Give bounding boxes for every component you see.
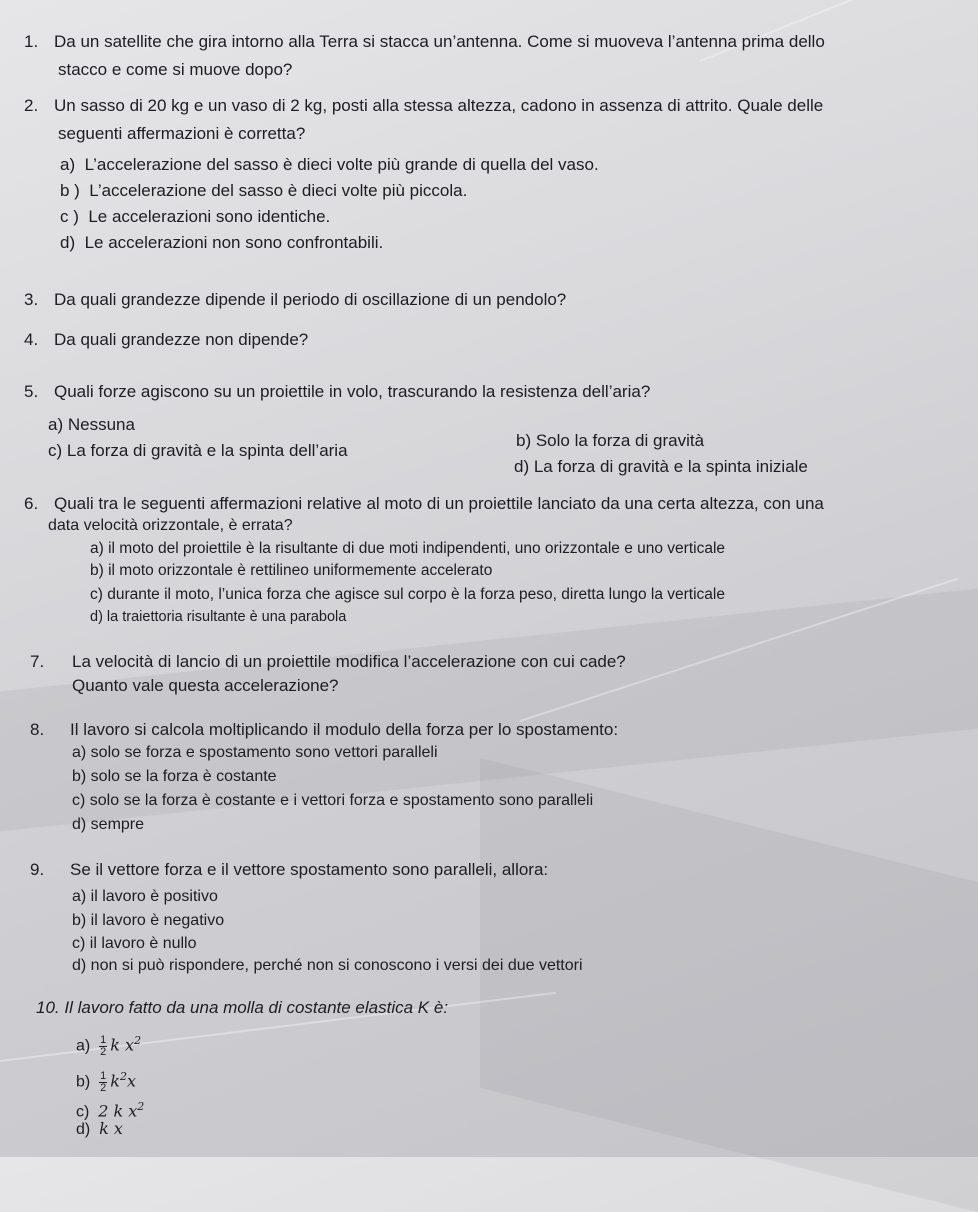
option-text: Le accelerazioni non sono confrontabili.	[84, 233, 384, 252]
question-8	[30, 718, 618, 742]
question-text: Da un satellite che gira intorno alla Terra si stacca un’antenna. Come si muoveva l’antenna prima dello	[54, 32, 825, 51]
question-4	[24, 328, 308, 352]
option-c: c) durante il moto, l’unica forza che agisce sul corpo è la forza peso, diretta lungo la verticale	[90, 586, 725, 603]
question-10	[36, 996, 448, 1020]
question-text: Il lavoro fatto da una molla di costante elastica K è:	[64, 998, 449, 1017]
option-b	[60, 180, 467, 202]
option-letter: b )	[60, 181, 80, 200]
question-6	[24, 492, 824, 516]
option-c	[60, 206, 330, 228]
question-1-cont	[58, 58, 292, 82]
option-letter: b)	[76, 1073, 91, 1091]
fraction-numerator: 1	[100, 1069, 107, 1082]
option-a: a) il lavoro è positivo	[72, 888, 218, 905]
question-3	[24, 288, 566, 312]
question-2	[24, 94, 823, 118]
question-number: 9.	[30, 860, 45, 879]
option-c: c) solo se la forza è costante e i vettori forza e spostamento sono paralleli	[72, 792, 594, 809]
question-number: 4.	[24, 330, 39, 349]
question-text: Il lavoro si calcola moltiplicando il modulo della forza per lo spostamento:	[70, 720, 619, 739]
option-b: b) il lavoro è negativo	[72, 912, 225, 929]
question-text: Quali tra le seguenti affermazioni relative al moto di un proiettile lanciato da una certa altezza, con una	[54, 494, 824, 513]
question-number: 10.	[36, 998, 60, 1017]
question-2-cont	[58, 122, 305, 146]
question-5	[24, 380, 650, 404]
question-number: 5.	[24, 382, 39, 401]
exponent: 2	[137, 1100, 145, 1113]
option-c: c) La forza di gravità e la spinta dell’aria	[48, 441, 348, 460]
option-a: a) Nessuna	[48, 415, 135, 434]
question-9	[30, 858, 548, 882]
option-d	[60, 232, 383, 254]
fraction-denominator: 2	[100, 1081, 107, 1094]
option-a: a) il moto del proiettile è la risultante di due moti indipendenti, uno orizzontale e uno verticale	[90, 540, 726, 557]
option-d: d) sempre	[72, 816, 145, 833]
question-text: stacco e come si muove dopo?	[58, 60, 293, 79]
question-text: Da quali grandezze dipende il periodo di oscillazione di un pendolo?	[54, 290, 567, 309]
formula: 2 k x	[98, 1101, 138, 1121]
option-b	[76, 1066, 136, 1094]
question-text: data velocità orizzontale, è errata?	[48, 517, 293, 534]
option-a: a) solo se forza e spostamento sono vettori paralleli	[72, 744, 438, 761]
fraction-numerator: 1	[100, 1033, 107, 1046]
question-number: 8.	[30, 720, 45, 739]
question-number: 7.	[30, 652, 45, 671]
option-letter: a)	[60, 155, 76, 174]
question-6-cont	[48, 514, 293, 538]
option-b: b) Solo la forza di gravità	[516, 431, 705, 450]
fraction	[99, 1035, 107, 1058]
option-d: d) La forza di gravità e la spinta iniziale	[514, 457, 808, 476]
option-letter: d)	[76, 1121, 91, 1138]
option-text: Le accelerazioni sono identiche.	[88, 207, 331, 226]
formula-tail: x	[126, 1071, 136, 1091]
option-d: d) non si può rispondere, perché non si conoscono i versi dei due vettori	[72, 957, 583, 974]
question-text: Se il vettore forza e il vettore spostamento sono paralleli, allora:	[70, 860, 549, 879]
option-letter: a)	[76, 1037, 91, 1055]
fraction	[99, 1071, 107, 1094]
question-1	[24, 30, 825, 54]
option-text: L’accelerazione del sasso è dieci volte più grande di quella del vaso.	[84, 155, 599, 174]
question-number: 3.	[24, 290, 39, 309]
formula: k x	[110, 1035, 135, 1055]
option-b: b) il moto orizzontale è rettilineo uniformemente accelerato	[90, 562, 493, 579]
formula: k	[110, 1071, 120, 1091]
option-text: L’accelerazione del sasso è dieci volte più piccola.	[89, 181, 468, 200]
question-number: 1.	[24, 32, 39, 51]
formula: k x	[99, 1119, 123, 1138]
question-7-cont	[72, 674, 339, 698]
option-d	[76, 1118, 123, 1141]
question-text: Un sasso di 20 kg e un vaso di 2 kg, posti alla stessa altezza, cadono in assenza di attrito. Quale delle	[54, 96, 824, 115]
question-text: Quali forze agiscono su un proiettile in volo, trascurando la resistenza dell’aria?	[54, 382, 651, 401]
question-number: 2.	[24, 96, 39, 115]
option-b: b) solo se la forza è costante	[72, 768, 277, 785]
option-letter: d)	[60, 233, 76, 252]
option-d: d) la traiettoria risultante è una parabola	[90, 609, 347, 625]
option-a	[76, 1030, 141, 1058]
question-text: La velocità di lancio di un proiettile modifica l’accelerazione con cui cade?	[72, 652, 626, 671]
option-letter: c)	[76, 1103, 90, 1121]
question-number: 6.	[24, 494, 39, 513]
question-text: Da quali grandezze non dipende?	[54, 330, 309, 349]
exponent: 2	[134, 1034, 142, 1047]
question-text: Quanto vale questa accelerazione?	[72, 676, 339, 695]
option-letter: c )	[60, 207, 79, 226]
option-a	[60, 154, 599, 176]
question-text: seguenti affermazioni è corretta?	[58, 124, 306, 143]
exponent: 2	[119, 1070, 127, 1083]
fraction-denominator: 2	[100, 1045, 107, 1058]
option-c: c) il lavoro è nullo	[72, 935, 197, 952]
question-7	[30, 650, 626, 674]
